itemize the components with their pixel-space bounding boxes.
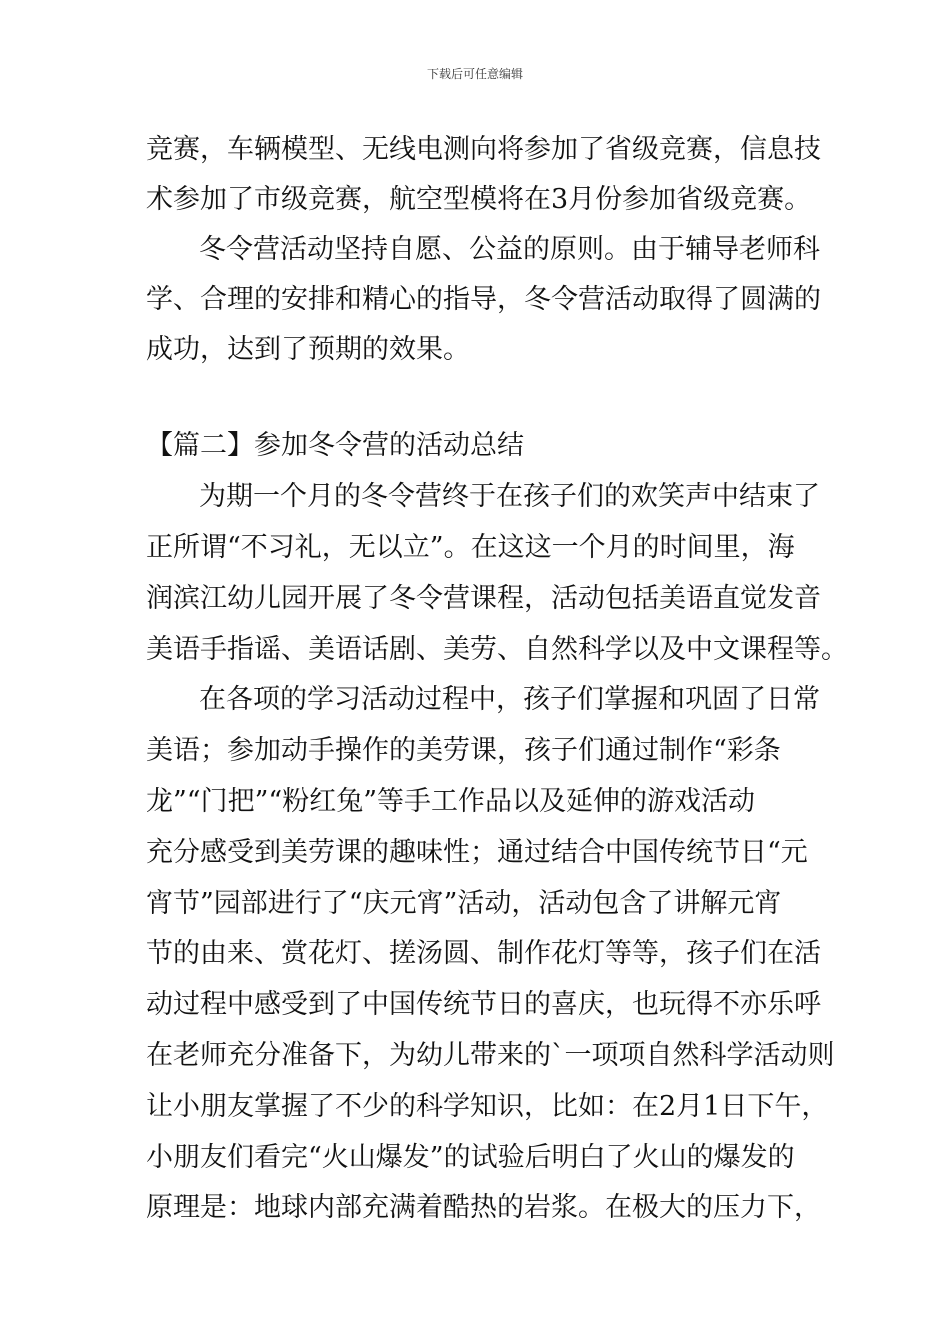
text-line: 宵节”园部进行了“庆元宵”活动，活动包含了讲解元宵 xyxy=(146,888,782,919)
text-line: 润滨江幼儿园开展了冬令营课程，活动包括美语直觉发音 xyxy=(146,583,821,614)
text-line: 美语手指谣、美语话剧、美劳、自然科学以及中文课程等。 xyxy=(146,634,848,665)
text-line: 龙”“门把”“粉红兔”等手工作品以及延伸的游戏活动 xyxy=(146,786,756,817)
text-line: 术参加了市级竞赛，航空型模将在3月份参加省级竞赛。 xyxy=(146,184,812,215)
page-header: 下载后可任意编辑 xyxy=(426,67,523,81)
text-line: 动过程中感受到了中国传统节日的喜庆，也玩得不亦乐呼 xyxy=(146,989,821,1020)
text-line: 小朋友们看完“火山爆发”的试验后明白了火山的爆发的 xyxy=(146,1142,795,1173)
text-line: 学、合理的安排和精心的指导，冬令营活动取得了圆满的 xyxy=(146,284,821,315)
text-line: 为期一个月的冬令营终于在孩子们的欢笑声中结束了 xyxy=(199,481,820,512)
text-line: 原理是：地球内部充满着酷热的岩浆。在极大的压力下， xyxy=(146,1192,821,1223)
text-line: 竞赛，车辆模型、无线电测向将参加了省级竞赛，信息技 xyxy=(146,134,821,165)
text-line: 成功，达到了预期的效果。 xyxy=(146,334,470,365)
text-line: 让小朋友掌握了不少的科学知识，比如：在2月1日下午， xyxy=(146,1091,829,1122)
text-line: 在老师充分准备下，为幼儿带来的`一项项自然科学活动则 xyxy=(146,1040,835,1071)
section-heading: 【篇二】参加冬令营的活动总结 xyxy=(146,430,524,461)
text-line: 充分感受到美劳课的趣味性；通过结合中国传统节日“元 xyxy=(146,837,808,868)
text-line: 冬令营活动坚持自愿、公益的原则。由于辅导老师科 xyxy=(199,234,820,265)
text-line: 节的由来、赏花灯、搓汤圆、制作花灯等等，孩子们在活 xyxy=(146,938,821,969)
text-line: 美语；参加动手操作的美劳课，孩子们通过制作“彩条 xyxy=(146,735,781,766)
text-line: 在各项的学习活动过程中，孩子们掌握和巩固了日常 xyxy=(199,684,820,715)
text-line: 正所谓“不习礼，无以立”。在这这一个月的时间里，海 xyxy=(146,532,795,563)
